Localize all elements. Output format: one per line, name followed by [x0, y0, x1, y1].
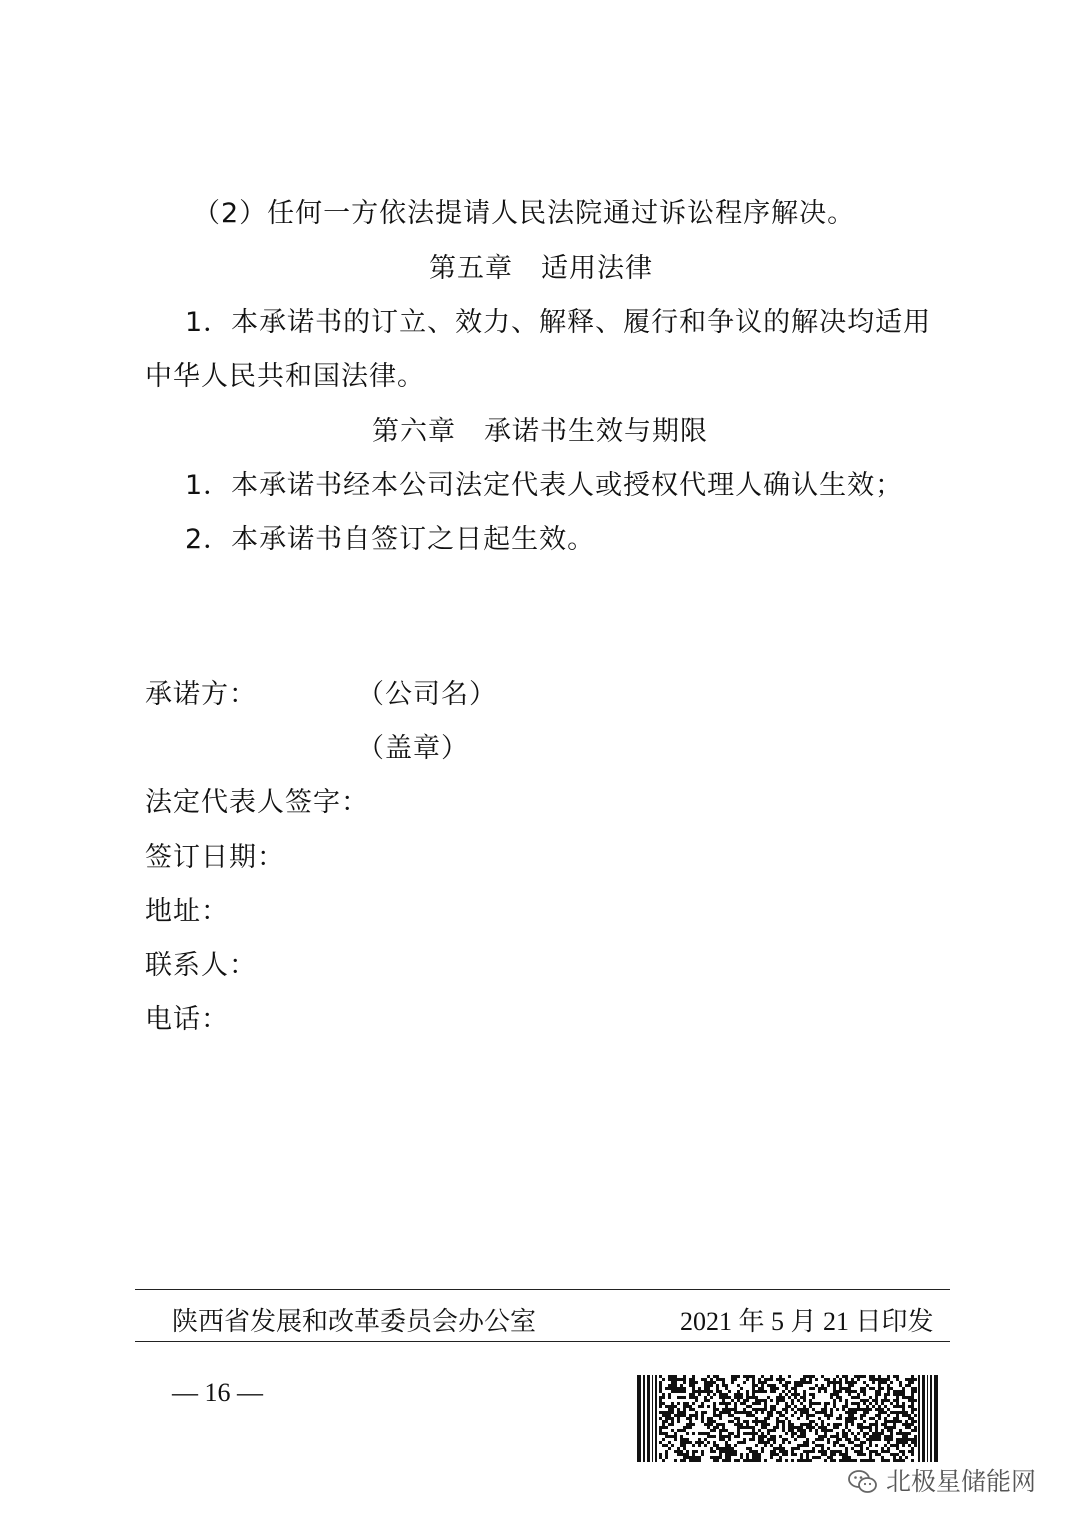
chapter-6-heading: 第六章 承诺书生效与期限 [372, 416, 708, 447]
contact-label: 联系人： [145, 950, 257, 981]
promisor-label: 承诺方： [145, 679, 257, 710]
legal-rep-signature-label: 法定代表人签字： [145, 787, 369, 818]
watermark [848, 1462, 1058, 1502]
chapter-5-clause-1-line-1: 1．本承诺书的订立、效力、解释、履行和争议的解决均适用 [185, 307, 932, 338]
barcode-image [637, 1375, 939, 1462]
print-date: 2021 年 5 月 21 日印发 [680, 1307, 934, 1336]
chapter-6-clause-1: 1．本承诺书经本公司法定代表人或授权代理人确认生效； [185, 470, 904, 501]
company-name-placeholder: （公司名） [357, 679, 497, 710]
sign-date-label: 签订日期： [145, 842, 285, 873]
address-label: 地址： [145, 896, 229, 927]
wechat-icon [848, 1469, 878, 1495]
chapter-5-clause-1-line-2: 中华人民共和国法律。 [145, 361, 425, 392]
seal-placeholder: （盖章） [357, 733, 469, 764]
watermark-text: 北极星储能网 [886, 1467, 1037, 1496]
page-number: — 16 — [172, 1378, 263, 1407]
clause-2-text: （2）任何一方依法提请人民法院通过诉讼程序解决。 [193, 198, 856, 229]
issuer-name: 陕西省发展和改革委员会办公室 [172, 1307, 537, 1337]
footer-top-rule [135, 1289, 950, 1290]
chapter-5-heading: 第五章 适用法律 [429, 253, 653, 284]
phone-label: 电话： [145, 1004, 229, 1035]
footer-bottom-rule [135, 1341, 950, 1342]
chapter-6-clause-2: 2．本承诺书自签订之日起生效。 [185, 524, 596, 555]
